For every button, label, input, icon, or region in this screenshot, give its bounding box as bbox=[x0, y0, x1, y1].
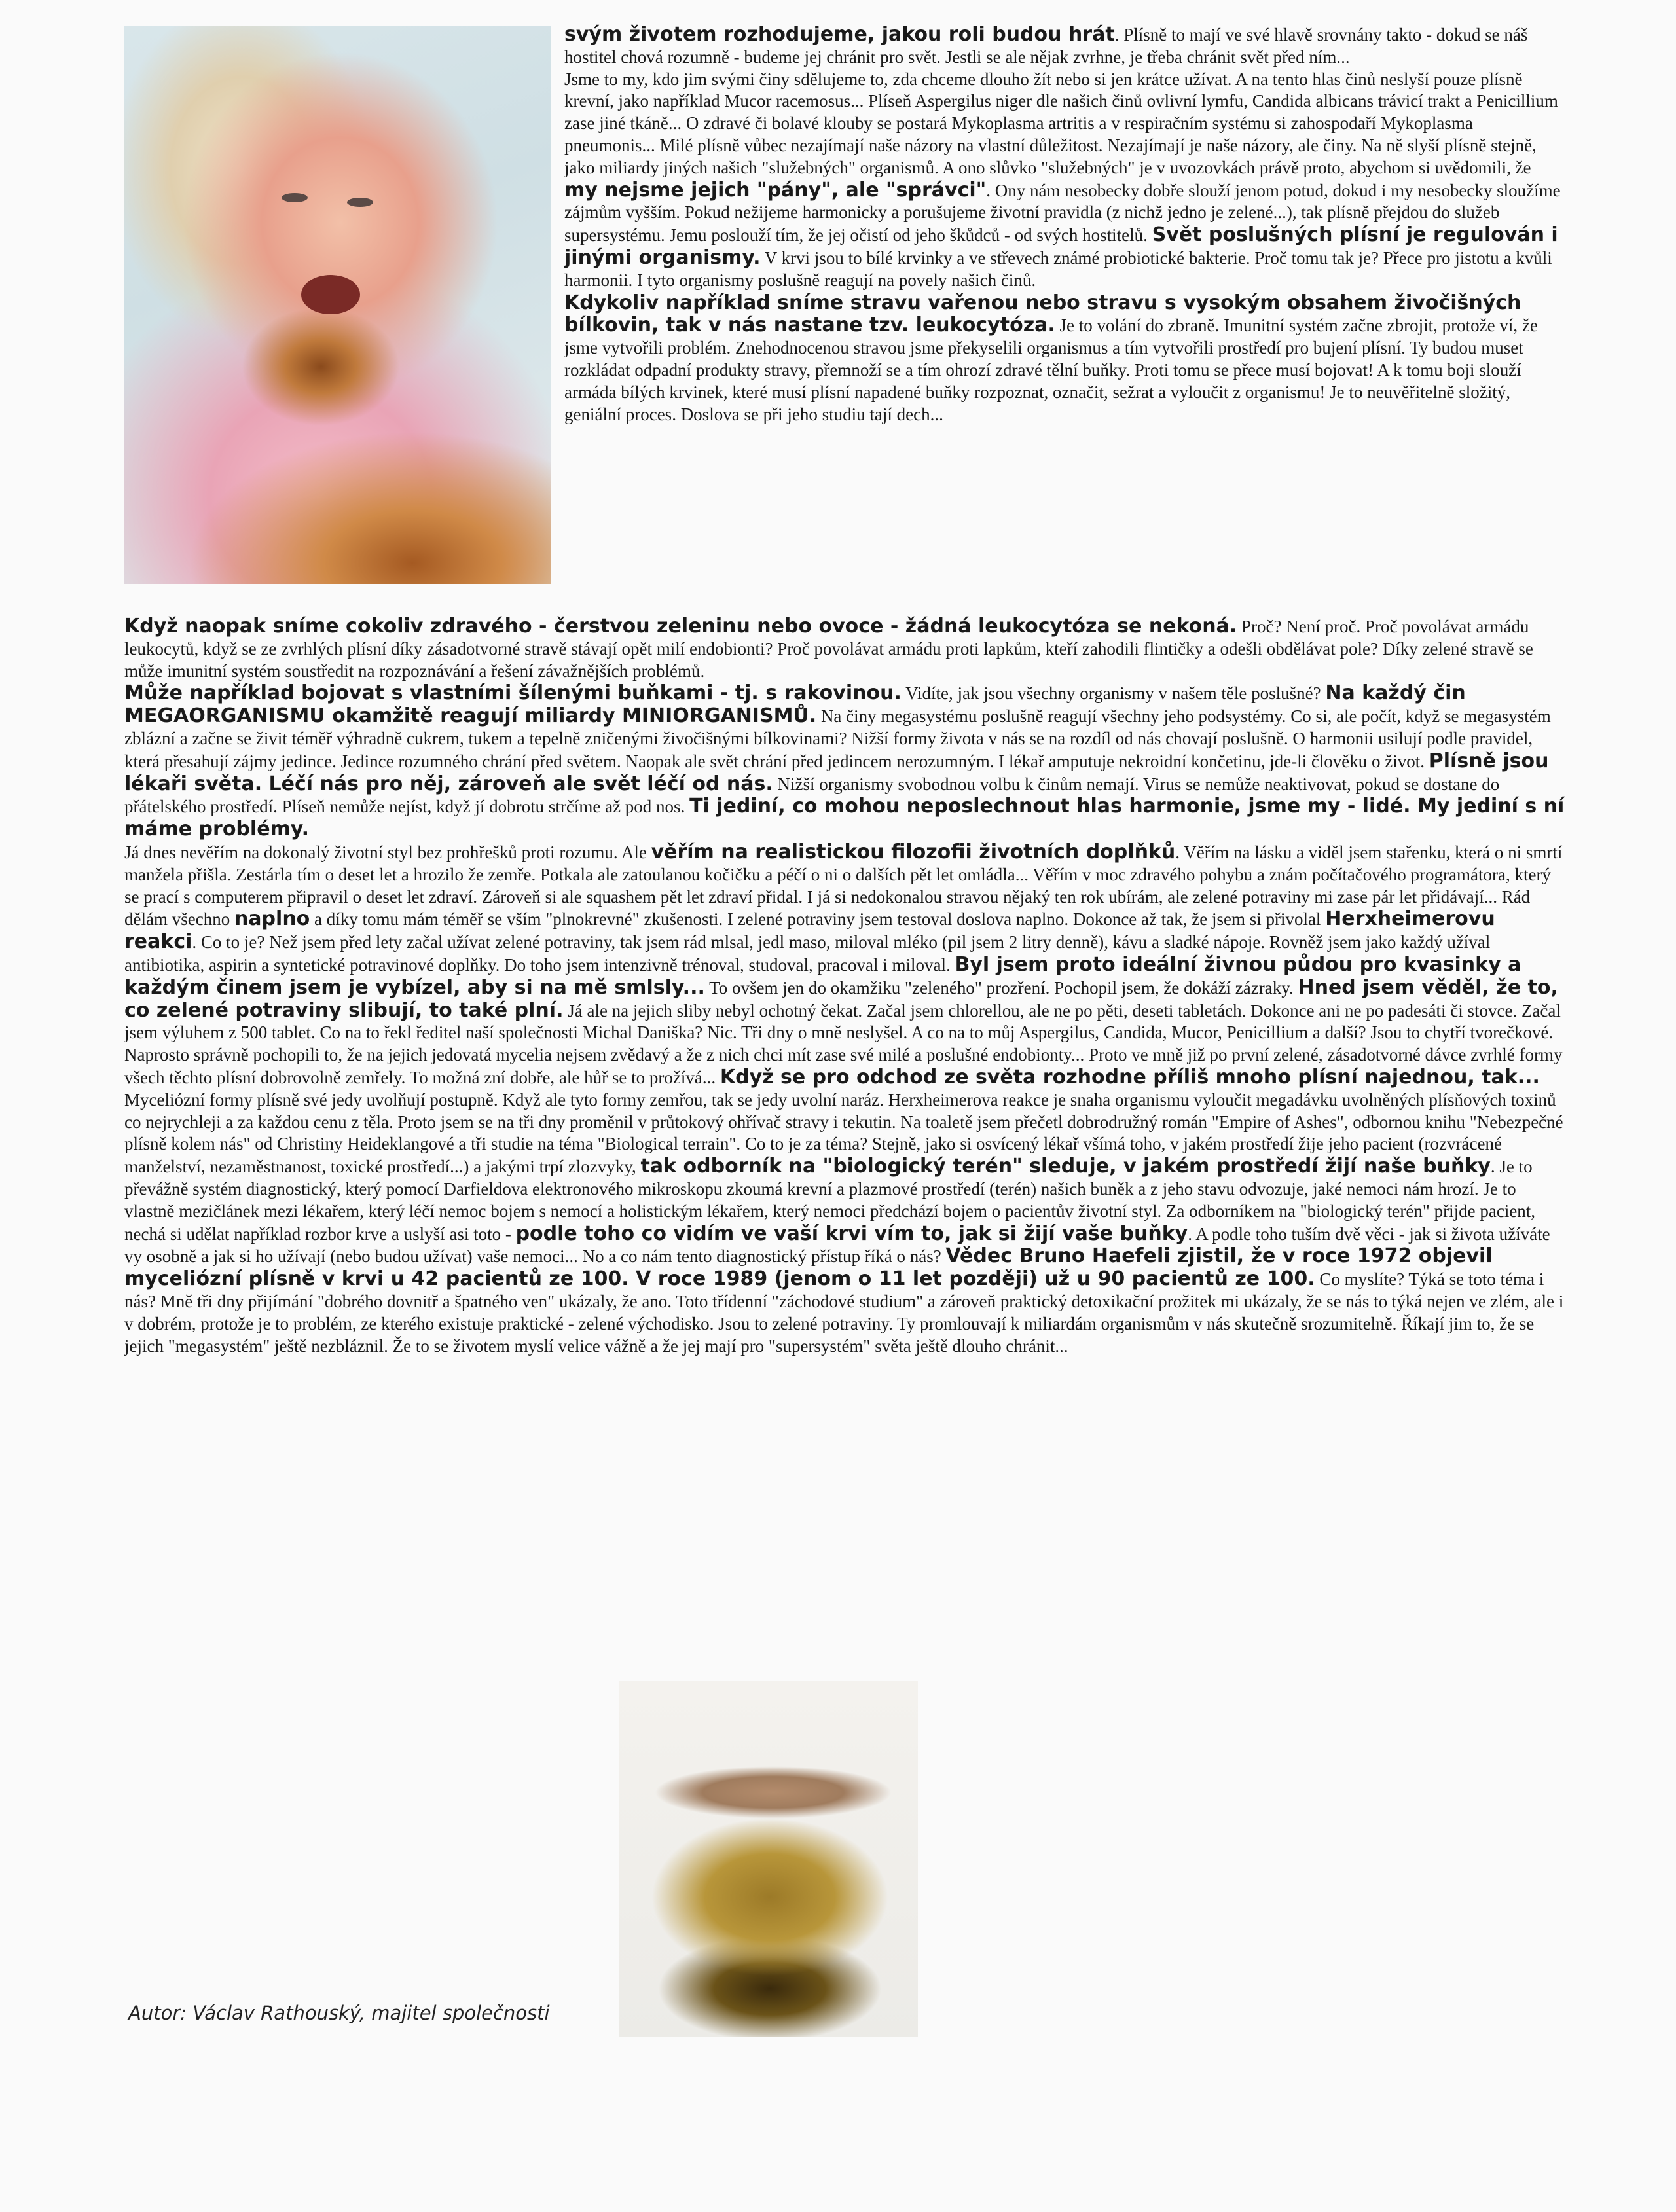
text-segment: Je to volání do zbraně. Imunitní systém začne zbrojit, protože ví, že jsme vytvořili problém. Znehodnocenou stravou jsme překyselili organismus a tím vytvořili prostředí pro bujení plísní. Ty budou muset rozkládat odpadní produkty stravy, přemnoží se a tím ohrozí zdravé tělní buňky. Proti tomu se přece musí bojovat! A k tomu boji slouží armáda bílých krvinek, které musí plísní napadené buňky rozpoznat, označit, sežrat a vyloučit z organismu! Je to neuvěřitelně složitý, geniální proces. Doslova se při jeho studiu tají dech... bbox=[564, 316, 1538, 424]
article-text-top bbox=[564, 24, 1566, 426]
bold-text-segment: Herxheimerovu reakci bbox=[124, 907, 1495, 954]
text-segment: Vidíte, jak jsou všechny organismy v našem těle poslušné? bbox=[901, 683, 1326, 704]
bold-text-segment: Hned jsem věděl, že to, co zelené potraviny slibují, to také plní. bbox=[124, 975, 1558, 1022]
bold-text-segment: Může například bojovat s vlastními šílenými buňkami - tj. s rakovinou. bbox=[124, 681, 902, 705]
bold-text-segment: Když naopak sníme cokoliv zdravého - čerstvou zeleninu nebo ovoce - žádná leukocytóza se nekoná. bbox=[124, 615, 1237, 638]
bold-text-segment: svým životem rozhodujeme, jakou roli budou hrát bbox=[564, 23, 1115, 46]
article-paragraph bbox=[124, 615, 1565, 682]
bold-text-segment: Na každý čin MEGAORGANISMU okamžitě reagují miliardy MINIORGANISMŮ. bbox=[124, 681, 1466, 728]
green-powder-drink-photo bbox=[619, 1681, 918, 2037]
text-segment: Myceliózní formy plísně své jedy uvolňují postupně. Když ale tyto formy zemřou, tak se jedy uvolní naráz. Herxheimerova reakce je snaha organismu vyloučit megadávku uvolněných plísňových toxinů co nejrychleji a za každou cenu z těla. Proto jsem se na tři dny proměnil v průtokový ohřívač stravy i tekutin. Na toaletě jsem přečetl dobrodružný román "Empire of Ashes", odbornou knihu "Nebezpečné plísně kolem nás" od Christiny Heideklangové a tři studie na téma "Biological terrain". Co to je za téma? Stejně, jako si osvícený lékař všímá toho, v jakém prostředí žije jeho pacient (rozvrácené manželství, nezaměstnanost, toxické prostředí...) a jakými trpí zlozvyky, bbox=[124, 1089, 1563, 1177]
woman-eating-pastry-photo bbox=[124, 26, 551, 584]
bold-text-segment: naplno bbox=[234, 907, 310, 931]
text-segment: Já dnes nevěřím na dokonalý životní styl bez prohřešků proti rozumu. Ale bbox=[124, 842, 651, 862]
text-segment: To ovšem jen do okamžiku "zeleného" prozření. Pochopil jsem, že dokáží zázraky. bbox=[704, 977, 1298, 998]
bold-text-segment: Kdykoliv například sníme stravu vařenou nebo stravu s vysokým obsahem živočišných bílkovin, tak v nás nastane tzv. leukocytóza. bbox=[564, 291, 1521, 337]
text-segment: Jsme to my, kdo jim svými činy sdělujeme to, zda chceme dlouho žít nebo si jen krátce užívat. A na tento hlas činů neslyší pouze plísně krevní, jako například Mucor racemosus... Plíseň Aspergilus niger dle našich činů ovlivní lymfu, Candida albicans trávicí trakt a Penicillium zase jiné tkáně... O zdravé či bolavé klouby se postará Mykoplasma artritis a v respiračním systému si zahospodaří Mykoplasma pneumonis... Milé plísně vůbec nezajímají naše názory na vlastní důležitost. Nezajímají je naše názory, ale činy. Na ně slyší plísně stejně, jako miliardy jiných našich "služebných" organismů. A ono slůvko "služebných" je v uvozovkách právě proto, abychom si uvědomili, že bbox=[564, 69, 1558, 177]
text-segment: Já ale na jejich sliby nebyl ochotný čekat. Začal jsem chlorellou, ale ne po pěti, deseti tabletách. Dokonce ani ne po padesáti či stovce. Začal jsem výluhem z 500 tablet. Co na to řekl ředitel naší společnosti Michal Daniška? Nic. Tři dny o mně neslyšel. A co na to můj Aspergilus, Candida, Mucor, Penicillium a další? Jsou to chytří tvorečkové. Naprosto správně pochopili to, že na jejich jedovatá mycelia nejsem zvědavý a že z nich chci mít zase své milé a poslušné endobionty... Proto ve mně již po první zelené, zásadotvorné dávce zvrhlé formy všech těchto plísní dobrovolně zemřely. To možná zní dobře, ale hůř se to prožívá... bbox=[124, 1000, 1563, 1087]
text-segment: V krvi jsou to bílé krvinky a ve střevech známé probiotické bakterie. Proč tomu tak je? Přece pro jistotu a kvůli harmonii. I tyto organismy poslušně reagují na povely našich činů. bbox=[564, 247, 1552, 290]
text-segment: a díky tomu mám téměř se vším "plnokrevné" zkušenosti. I zelené potraviny jsem testoval doslova naplno. Dokonce až tak, že jsem si přivolal bbox=[310, 909, 1326, 930]
bold-text-segment: my nejsme jejich "pány", ale "správci" bbox=[564, 178, 987, 202]
text-segment: Proč? Není proč. Proč povolávat armádu leukocytů, když se ze zvrhlých plísní díky zásadotvorné stravě stávají opět milí endobionti? Proč povolávat armádu proti lapkům, kteří zahodili flintičky a odešli obdělávat pole? Díky zelené stravě se může imunitní systém soustředit na rozpoznávání a řešení závažnějších problémů. bbox=[124, 617, 1533, 681]
bold-text-segment: Plísně jsou lékaři světa. Léčí nás pro něj, zároveň ale svět léčí od nás. bbox=[124, 749, 1549, 795]
text-segment: . Je to převážně systém diagnostický, který pomocí Darfieldova elektronového mikroskopu zkoumá krevní a plazmové prostředí (terén) našich buněk a z jeho stavu odvozuje, jaké nemoci nám hrozí. Je to vlastně mezičlánek mezi lékařem, který léčí nemoc bojem s nemocí a holistickým lékařem, který nemoci předchází bojem o pacientův životní styl. Za odborníkem na "biologický terén" přijde pacient, nechá si udělat například rozbor krve a uslyší asi toto - bbox=[124, 1157, 1536, 1244]
bold-text-segment: věřím na realistickou filozofii životních doplňků bbox=[651, 840, 1176, 863]
article-paragraph bbox=[124, 682, 1565, 841]
bold-text-segment: Byl jsem proto ideální živnou půdou pro kvasinky a každým činem jsem je vybízel, aby si na mě smlsly... bbox=[124, 952, 1521, 999]
article-paragraph bbox=[564, 292, 1566, 426]
text-segment: . Plísně to mají ve své hlavě srovnány takto - dokud se náš hostitel chová rozumně - budeme jej chránit pro svět. Jestli se ale nějak zvrhne, je třeba chránit svět před ním... bbox=[564, 25, 1528, 67]
bold-text-segment: podle toho co vidím ve vaší krvi vím to, jak si žijí vaše buňky bbox=[515, 1222, 1188, 1245]
article-paragraph bbox=[564, 24, 1566, 69]
bold-text-segment: Když se pro odchod ze světa rozhodne příliš mnoho plísní najednou, tak... bbox=[720, 1065, 1540, 1089]
author-caption: Autor: Václav Rathouský, majitel společnosti bbox=[128, 2002, 550, 2024]
text-segment: . Věřím na lásku a viděl jsem stařenku, která o ni smrtí manžela přišla. Zestárla tím o deset let a hrozilo že zemře. Potkala ale zatoulanou kočičku a péčí o ni o dalších pět let omládla... Věřím v moc zdravého pohybu a znám počítačového programátora, který se prací s computerem připravil o deset let zdraví. Zároveň si ale squashem pět let zdraví přidal. I já si nedokonalou stravou nějaký ten rok ubírám, ale zelené potraviny mi zase pár let přidávají... Rád dělám všechno bbox=[124, 842, 1563, 930]
article-paragraph bbox=[124, 841, 1565, 1357]
text-segment: . Ony nám nesobecky dobře slouží jenom potud, dokud i my nesobecky sloužíme zájmům vyšším. Pokud nežijeme harmonicky a porušujeme životní pravidla (z nichž jedno je zelené...), tak plísně přejdou do služeb supersystému. Jemu poslouží tím, že jej očistí od jeho škůdců - od svých hostitelů. bbox=[564, 180, 1561, 245]
text-segment: Nižší organismy svobodnou volbu k činům nemají. Virus se nemůže neaktivovat, pokud se dostane do přátelského prostředí. Plíseň nemůže nejíst, když jí dobrotu strčíme až pod nos. bbox=[124, 774, 1500, 817]
text-segment: Co myslíte? Týká se toto téma i nás? Mně tři dny přijímání "dobrého dovnitř a špatného ven" ukázaly, že ano. Toto třídenní "záchodové studium" a zároveň praktický detoxikační prožitek mi ukázaly, že se nás to týká nejen ve zlém, ale i v dobrém, protože je to problém, ze kterého existuje praktické - zelené východisko. Jsou to zelené potraviny. Ty promlouvají k miliardám organismům v nás skutečně srozumitelně. Říkají jim to, že se jejich "megasystém" ještě nezbláznil. Že to se životem myslí velice vážně a že jej mají pro "supersystém" světa ještě dlouho chránit... bbox=[124, 1269, 1564, 1356]
text-segment: . A podle toho tuším dvě věci - jak si života užíváte vy osobně a jak si ho užívají (nebo budou užívat) vaše nemoci... No a co nám tento diagnostický přístup říká o nás? bbox=[124, 1224, 1550, 1267]
bold-text-segment: tak odborník na "biologický terén" sleduje, v jakém prostředí žijí naše buňky bbox=[640, 1155, 1491, 1178]
article-paragraph bbox=[564, 69, 1566, 292]
text-segment: Na činy megasystému poslušně reagují všechny jeho podsystémy. Co si, ale počít, když se megasystém zblázní a začne se živit téměř výhradně cukrem, tukem a tepelně zničenými živočišnými bílkovinami? Nižší formy života v nás se na rozdíl od nás chovají poslušně. O harmonii usilují podle pravidel, která přesahují zájmy jedince. Jedince rozumného chrání před světem. Naopak ale svět chrání před jedincem nerozumným. I lékař amputuje nekroidní končetinu, jde-li člověku o život. bbox=[124, 706, 1551, 771]
bold-text-segment: Vědec Bruno Haefeli zjistil, že v roce 1972 objevil myceliózní plísně v krvi u 42 pacientů ze 100. V roce 1989 (jenom o 11 let později) už u 90 pacientů ze 100. bbox=[124, 1244, 1493, 1291]
text-segment: . Co to je? Než jsem před lety začal užívat zelené potraviny, tak jsem rád mlsal, jedl maso, miloval mléko (pil jsem 2 litry denně), kávu a sladké nápoje. Rovněž jsem jako každý užíval antibiotika, aspirin a syntetické potravinové doplňky. Do toho jsem intenzivně trénoval, studoval, pracoval i miloval. bbox=[124, 932, 1491, 975]
bold-text-segment: Ti jediní, co mohou neposlechnout hlas harmonie, jsme my - lidé. My jediní s ní máme problémy. bbox=[124, 795, 1565, 841]
article-text-full bbox=[124, 615, 1565, 1357]
bold-text-segment: Svět poslušných plísní je regulován i jinými organismy. bbox=[564, 223, 1558, 269]
